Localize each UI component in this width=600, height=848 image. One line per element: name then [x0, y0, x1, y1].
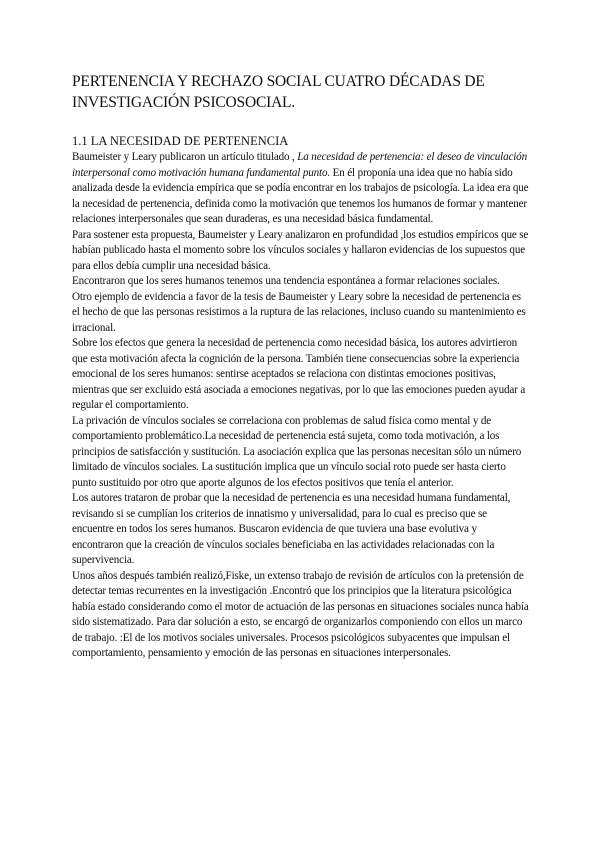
document-title: PERTENENCIA Y RECHAZO SOCIAL CUATRO DÉCADAS DE INVESTIGACIÓN PSICOSOCIAL.: [72, 73, 485, 111]
paragraph-3: Encontraron que los seres humanos tenemos una tendencia espontánea a formar relaciones sociales.: [72, 275, 500, 287]
body-text: [72, 150, 530, 662]
paragraph-7: Los autores trataron de probar que la necesidad de pertenencia es una necesidad humana fundamental, revisando si se cumplían los criterios de innatismo y universalidad, para lo cual es preciso que se encuentre en todos los seres humanos. Buscaron evidencia de que tuviera una base evolutiva y encontraron que la creación de vínculos sociales beneficiaba en las actividades relacionadas con la supervivencia.: [72, 492, 511, 566]
paragraph-1: [72, 150, 530, 228]
paragraph-1-intro: Baumeister y Leary publicaron un artículo titulado ,: [72, 151, 298, 163]
paragraph-2: Para sostener esta propuesta, Baumeister y Leary analizaron en profundidad ,los estudios empíricos que se habían publicado hasta el momento sobre los vínculos sociales y hallaron evidencias de los supuestos que para ellos debía cumplir una necesidad básica.: [72, 228, 529, 272]
paragraph-4: Otro ejemplo de evidencia a favor de la tesis de Baumeister y Leary sobre la necesidad de pertenencia es el hecho de que las personas resistimos a la ruptura de las relaciones, incluso cuando su mantenimiento es irracional.: [72, 290, 526, 334]
paragraph-5: Sobre los efectos que genera la necesidad de pertenencia como necesidad básica, los autores advirtieron que esta motivación afecta la cognición de la persona. También tiene consecuencias sobre la experiencia emocional de los seres humanos: sentirse aceptados se relaciona con distintas emociones positivas, mientras que ser excluido está asociada a emociones negativas, por lo que las emociones pueden ayudar a regular el comportamiento.: [72, 337, 526, 411]
article-title-italic: La necesidad de pertenencia: el deseo de vinculación interpersonal como motivación humana fundamental punto.: [72, 151, 527, 179]
section-heading: 1.1 LA NECESIDAD DE PERTENENCIA: [72, 134, 289, 148]
paragraph-8: Unos años después también realizó,Fiske, un extenso trabajo de revisión de artículos con la pretensión de detectar temas recurrentes en la investigación .Encontró que los principios que la literatura psicológica había estado considerando como el motor de actuación de las personas en situaciones sociales nunca había sido sistematizado. Para dar solución a esto, se encargó de organizarlos componiendo con ellos un marco de trabajo. :El de los motivos sociales universales. Procesos psicológicos subyacentes que impulsan el comportamiento, pensamiento y emoción de las personas en situaciones interpersonales.: [72, 569, 529, 659]
paragraph-6: La privación de vínculos sociales se correlaciona con problemas de salud física como mental y de comportamiento problemático.La necesidad de pertenencia está sujeta, como toda motivación, a los principios de satisfacción y sustitución. La asociación explica que las personas necesitan sólo un número limitado de vínculos sociales. La sustitución implica que un vínculo social roto puede ser hasta cierto punto sustituido por otro que aporte algunos de los efectos positivos que tenía el anterior.: [72, 414, 522, 489]
paragraph-1-rest: En él proponía una idea que no había sido analizada desde la evidencia empírica que se podía encontrar en los trabajos de psicología. La idea era que la necesidad de pertenencia, definida como la motivación que tenemos los humanos de formar y mantener relaciones interpersonales que sean duraderas, es una necesidad básica fundamental.: [72, 166, 529, 225]
